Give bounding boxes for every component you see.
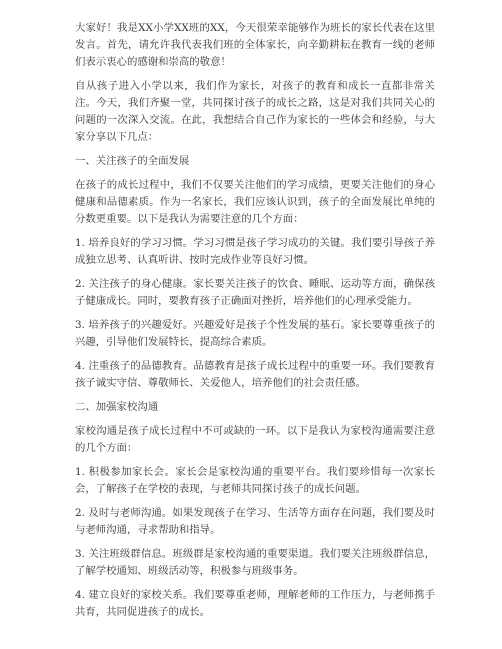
section-2-item-1: 1. 积极参加家长会。家长会是家校沟通的重要平台。我们要珍惜每一次家长会，了解孩子在学校的表现，与老师共同探讨孩子的成长问题。: [75, 466, 435, 495]
intro-paragraph-1: 大家好！我是XX小学XX班的XX，今天很荣幸能够作为班长的家长代表在这里发言。首先，请允许我代表我们班的全体家长，向辛勤耕耘在教育一线的老师们表示衷心的感谢和崇高的敬意！: [75, 22, 435, 68]
section-1-lead: 在孩子的成长过程中，我们不仅要关注他们的学习成绩，更要关注他们的身心健康和品德素质。作为一名家长，我们应该认识到，孩子的全面发展比单纯的分数更重要。以下是我认为需要注意的几个方面：: [75, 179, 435, 225]
section-1-heading: 一、关注孩子的全面发展: [75, 155, 190, 167]
intro-paragraph-2: 自从孩子进入小学以来，我们作为家长，对孩子的教育和成长一直都非常关注。今天，我们齐聚一堂，共同探讨孩子的成长之路，这是对我们共同关心的问题的一次深入交流。在此，我想结合自己作为家长的一些体会和经验，与大家分享以下几点：: [75, 80, 435, 143]
section-1-item-3: 3. 培养孩子的兴趣爱好。兴趣爱好是孩子个性发展的基石。家长要尊重孩子的兴趣，引导他们发展特长，提高综合素质。: [75, 319, 435, 348]
section-2-item-2: 2. 及时与老师沟通。如果发现孩子在学习、生活等方面存在问题，我们要及时与老师沟通，寻求帮助和指导。: [75, 507, 435, 536]
section-2-item-4: 4. 建立良好的家校关系。我们要尊重老师，理解老师的工作压力，与老师携手共育，共同促进孩子的成长。: [75, 589, 435, 618]
section-1-item-4: 4. 注重孩子的品德教育。品德教育是孩子成长过程中的重要一环。我们要教育孩子诚实守信、尊敬师长、关爱他人，培养他们的社会责任感。: [75, 360, 435, 389]
section-1-item-1: 1. 培养良好的学习习惯。学习习惯是孩子学习成功的关键。我们要引导孩子养成独立思考、认真听讲、按时完成作业等良好习惯。: [75, 237, 435, 266]
section-2-heading: 二、加强家校沟通: [75, 401, 159, 413]
document-body: [75, 20, 435, 628]
section-2-lead: 家校沟通是孩子成长过程中不可或缺的一环。以下是我认为家校沟通需要注意的几个方面：: [75, 425, 435, 454]
section-1-item-2: 2. 关注孩子的身心健康。家长要关注孩子的饮食、睡眠、运动等方面，确保孩子健康成长。同时，要教育孩子正确面对挫折，培养他们的心理承受能力。: [75, 278, 435, 307]
section-2-item-3: 3. 关注班级群信息。班级群是家校沟通的重要渠道。我们要关注班级群信息，了解学校通知、班级活动等，积极参与班级事务。: [75, 548, 435, 577]
